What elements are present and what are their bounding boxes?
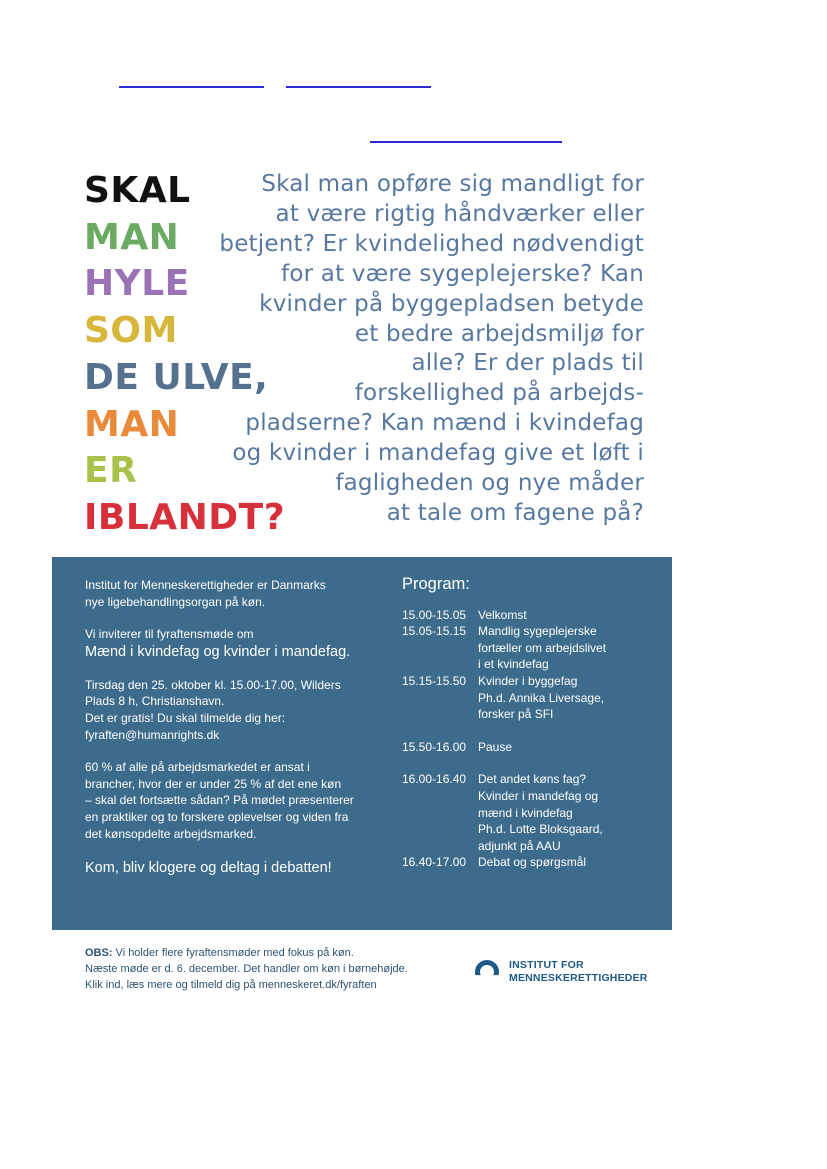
question-line: Skal man opføre sig mandligt for xyxy=(261,171,644,197)
program-line: mænd i kvindefag xyxy=(478,805,573,820)
program-line: Ph.d. Lotte Bloksgaard, xyxy=(478,822,603,837)
question-line: at være rigtig håndværker eller xyxy=(275,200,644,227)
event-time-place: Plads 8 h, Christianshavn. xyxy=(85,694,225,709)
program-time: 15.15-15.50 xyxy=(402,673,467,688)
headline-word: MAN xyxy=(84,403,180,445)
ring-logo-icon xyxy=(475,960,499,984)
program-time: 15.05-15.15 xyxy=(402,624,467,639)
intro-text: Institut for Menneskerettigheder er Danmarks xyxy=(85,578,326,592)
closing-text: Kom, bliv klogere og deltag i debatten! xyxy=(85,860,332,877)
event-description xyxy=(85,577,380,877)
question-line: forskellighed på arbejds- xyxy=(354,380,644,407)
headline-word: ER xyxy=(84,450,138,492)
headline-word: SOM xyxy=(84,310,178,352)
question-line: kvinder på byggepladsen betyde xyxy=(259,290,644,317)
institute-logo xyxy=(475,959,648,984)
program-line: Pause xyxy=(478,739,513,754)
program-line: Ph.d. Annika Liversage, xyxy=(478,690,605,705)
program-time: 15.50-16.00 xyxy=(402,739,467,754)
footer-text: Vi holder flere fyraftensmøder med fokus på køn. xyxy=(112,947,354,959)
statistic-text: 60 % af alle på arbejdsmarkedet er ansat i xyxy=(85,760,310,775)
footer-note xyxy=(85,945,445,993)
signup-text: Det er gratis! Du skal tilmelde dig her: xyxy=(85,710,286,725)
program-desc xyxy=(478,771,662,854)
logo-text xyxy=(509,959,648,984)
event-topic: Mænd i kvindefag og kvinder i mandefag. xyxy=(85,643,351,660)
logo-line: MENNESKERETTIGHEDER xyxy=(509,971,648,984)
footer-line xyxy=(85,945,445,961)
question-line: at tale om fagene på? xyxy=(386,499,644,526)
program-line: fortæller om arbejdslivet xyxy=(478,640,607,655)
program-desc xyxy=(478,607,662,624)
statistic-text: en praktiker og to forskere oplevelser og viden fra xyxy=(85,809,349,824)
program xyxy=(402,576,662,871)
info-panel xyxy=(52,557,672,930)
program-desc xyxy=(478,854,662,871)
event-time-place: Tirsdag den 25. oktober kl. 15.00-17.00, Wilders xyxy=(85,677,341,692)
program-time: 15.00-15.05 xyxy=(402,607,467,622)
statistic-text: – skal det fortsætte sådan? På mødet præsenterer xyxy=(85,793,354,808)
program-item xyxy=(402,673,662,723)
link-underline-2[interactable] xyxy=(286,86,431,88)
statistic-text: brancher, hvor der er under 25 % af det ene køn xyxy=(85,776,342,791)
link-underline-1[interactable] xyxy=(119,86,264,88)
footer-link[interactable]: Klik ind, læs mere og tilmeld dig på menneskeret.dk/fyraften xyxy=(85,979,377,991)
program-item xyxy=(402,607,662,624)
logo-line: INSTITUT FOR xyxy=(509,959,584,971)
program-time: 16.00-16.40 xyxy=(402,772,467,787)
program-desc xyxy=(478,739,662,756)
program-time: 16.40-17.00 xyxy=(402,855,467,870)
question-line: pladserne? Kan mænd i kvindefag xyxy=(245,410,644,437)
program-line: forsker på SFI xyxy=(478,707,554,722)
invite-text: Vi inviterer til fyraftensmøde om xyxy=(85,627,254,642)
footer-line: Næste møde er d. 6. december. Det handler om køn i børnehøjde. xyxy=(85,963,408,975)
program-item xyxy=(402,739,662,756)
headline-word: MAN xyxy=(84,216,180,258)
program-desc xyxy=(478,673,662,723)
question-line: for at være sygeplejerske? Kan xyxy=(281,260,644,287)
signup-email[interactable]: fyraften@humanrights.dk xyxy=(85,727,220,742)
headline-word: HYLE xyxy=(84,263,190,305)
obs-label: OBS: xyxy=(85,947,113,959)
headline-word: DE ULVE, xyxy=(84,356,269,398)
headline-word: IBLANDT? xyxy=(84,496,286,538)
question-line: et bedre arbejdsmiljø for xyxy=(354,320,644,347)
program-line: Debat og spørgsmål xyxy=(478,855,587,870)
question-line: fagligheden og nye måder xyxy=(335,470,644,497)
statistic-text: det kønsopdelte arbejdsmarked. xyxy=(85,826,257,841)
question-line: alle? Er der plads til xyxy=(411,350,644,377)
intro-text: nye ligebehandlingsorgan på køn. xyxy=(85,594,266,609)
intro-question xyxy=(194,170,644,529)
program-line: Kvinder i mandefag og xyxy=(478,788,599,803)
program-line: Kvinder i byggefag xyxy=(478,673,578,688)
headline-word: SKAL xyxy=(84,170,191,211)
program-item xyxy=(402,771,662,854)
program-line: Det andet køns fag? xyxy=(478,772,587,787)
program-line: adjunkt på AAU xyxy=(478,838,561,853)
program-line: i et kvindefag xyxy=(478,657,549,672)
program-title: Program: xyxy=(402,575,470,593)
program-line: Velkomst xyxy=(478,607,527,622)
program-item xyxy=(402,854,662,871)
program-desc xyxy=(478,623,662,673)
question-line: betjent? Er kvindelighed nødvendigt xyxy=(219,230,644,257)
program-line: Mandlig sygeplejerske xyxy=(478,624,597,639)
link-underline-3[interactable] xyxy=(370,141,562,143)
program-item xyxy=(402,623,662,673)
question-line: og kvinder i mandefag give et løft i xyxy=(232,440,644,467)
